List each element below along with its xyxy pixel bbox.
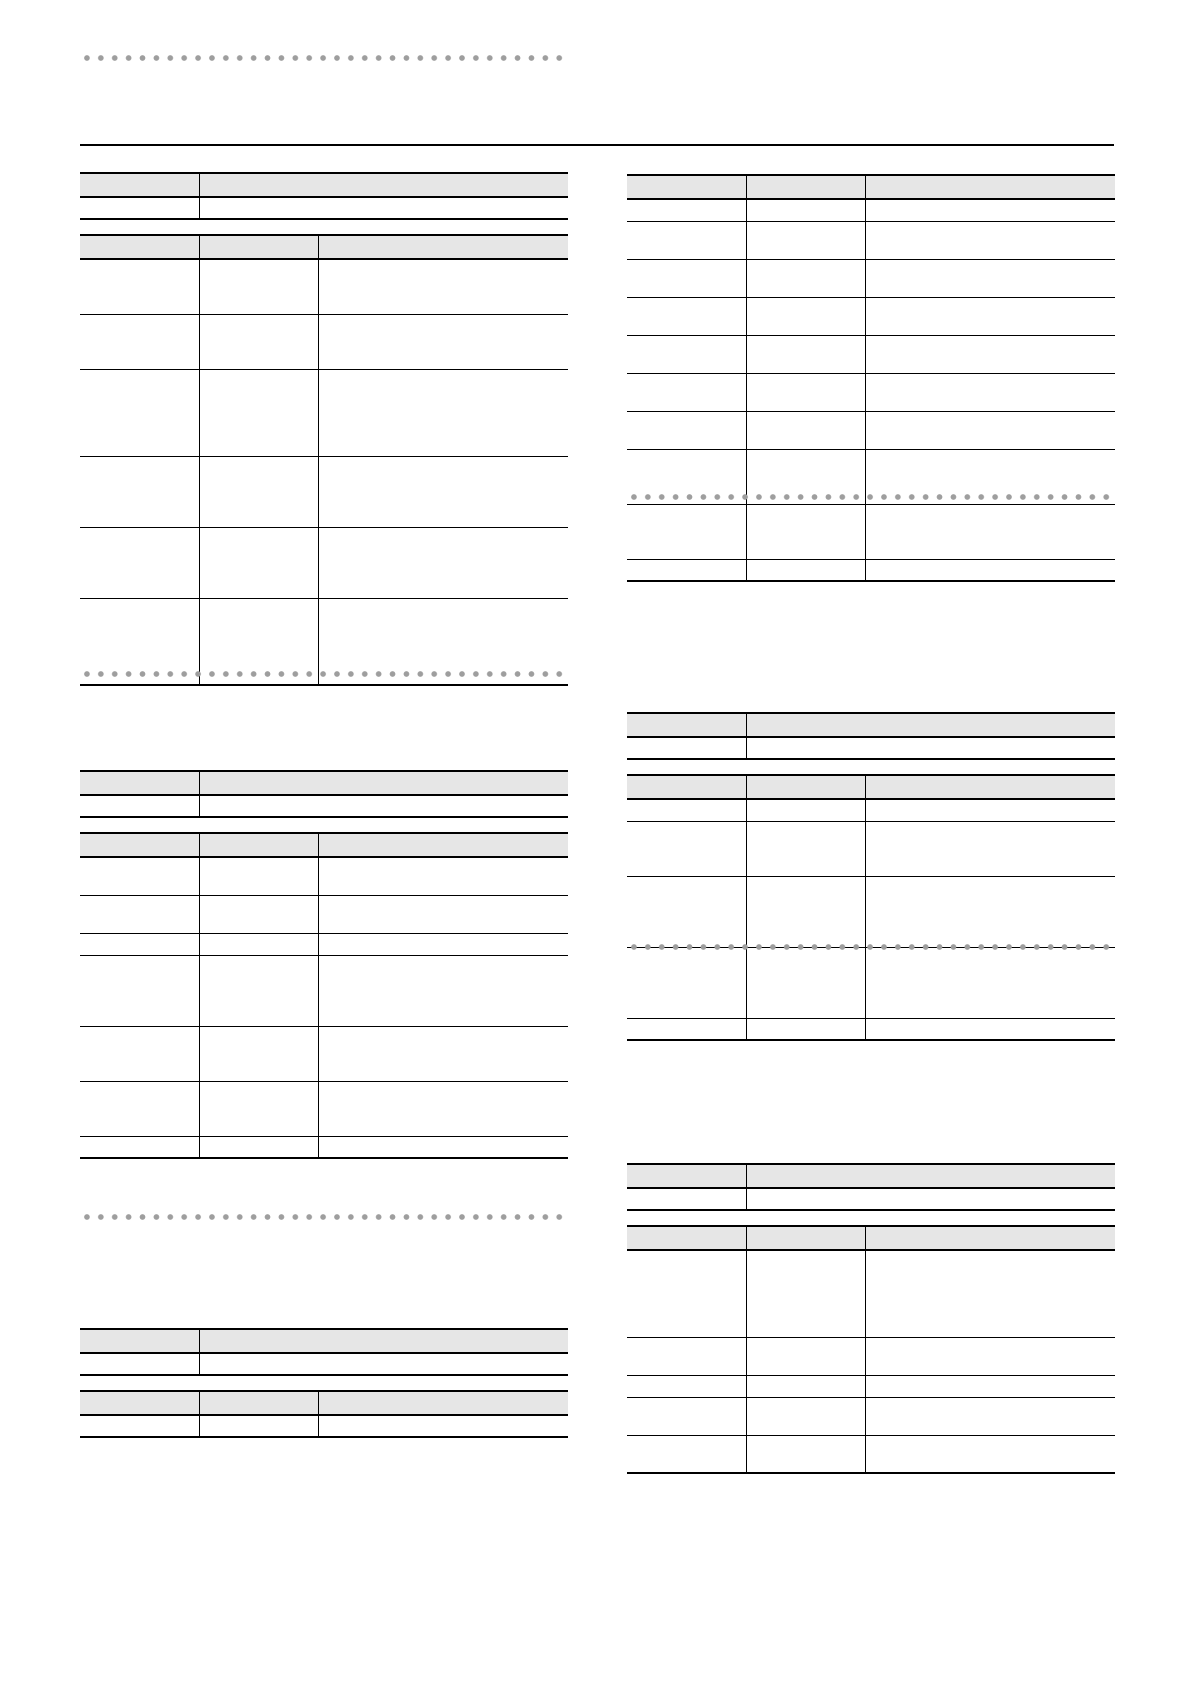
section-divider-dots: [80, 1214, 568, 1220]
table-row: [627, 559, 1115, 581]
table-row: [80, 1026, 568, 1081]
type-table: [80, 172, 568, 220]
table-row: [627, 259, 1115, 297]
table-row: [627, 1375, 1115, 1397]
type-table: [627, 1163, 1115, 1211]
parameter-table: [627, 774, 1115, 1041]
table-row: [80, 369, 568, 456]
section-divider-dots: [80, 671, 568, 677]
table-row: [80, 933, 568, 955]
table-row: [627, 335, 1115, 373]
table-row: [627, 1435, 1115, 1473]
parameter-table: [80, 234, 568, 686]
parameter-table-continued: [627, 174, 1115, 582]
table-row: [80, 259, 568, 314]
table-row: [627, 221, 1115, 259]
table-row: [627, 947, 1115, 1018]
page-header-rule: [80, 144, 1114, 146]
table-row: [80, 857, 568, 895]
table-row: [80, 314, 568, 369]
table-row: [80, 1415, 568, 1437]
table-row: [627, 199, 1115, 221]
table-row: [627, 1397, 1115, 1435]
table-row: [627, 411, 1115, 449]
table-row: [627, 1337, 1115, 1375]
section-divider-dots: [627, 944, 1115, 950]
table-row: [80, 955, 568, 1026]
parameter-table: [80, 1390, 568, 1438]
parameter-table: [627, 1225, 1115, 1474]
table-row: [80, 527, 568, 598]
table-row: [80, 1136, 568, 1158]
table-row: [627, 876, 1115, 947]
section-divider-dots: [80, 55, 568, 61]
table-row: [627, 297, 1115, 335]
table-row: [80, 1081, 568, 1136]
table-row: [627, 799, 1115, 821]
section-divider-dots: [627, 494, 1115, 500]
type-table: [80, 770, 568, 818]
table-row: [80, 895, 568, 933]
type-table: [627, 712, 1115, 760]
parameter-table: [80, 832, 568, 1159]
table-row: [627, 504, 1115, 559]
table-row: [80, 456, 568, 527]
table-row: [627, 821, 1115, 876]
type-table: [80, 1328, 568, 1376]
table-row: [627, 1250, 1115, 1337]
table-row: [627, 373, 1115, 411]
table-row: [627, 1018, 1115, 1040]
